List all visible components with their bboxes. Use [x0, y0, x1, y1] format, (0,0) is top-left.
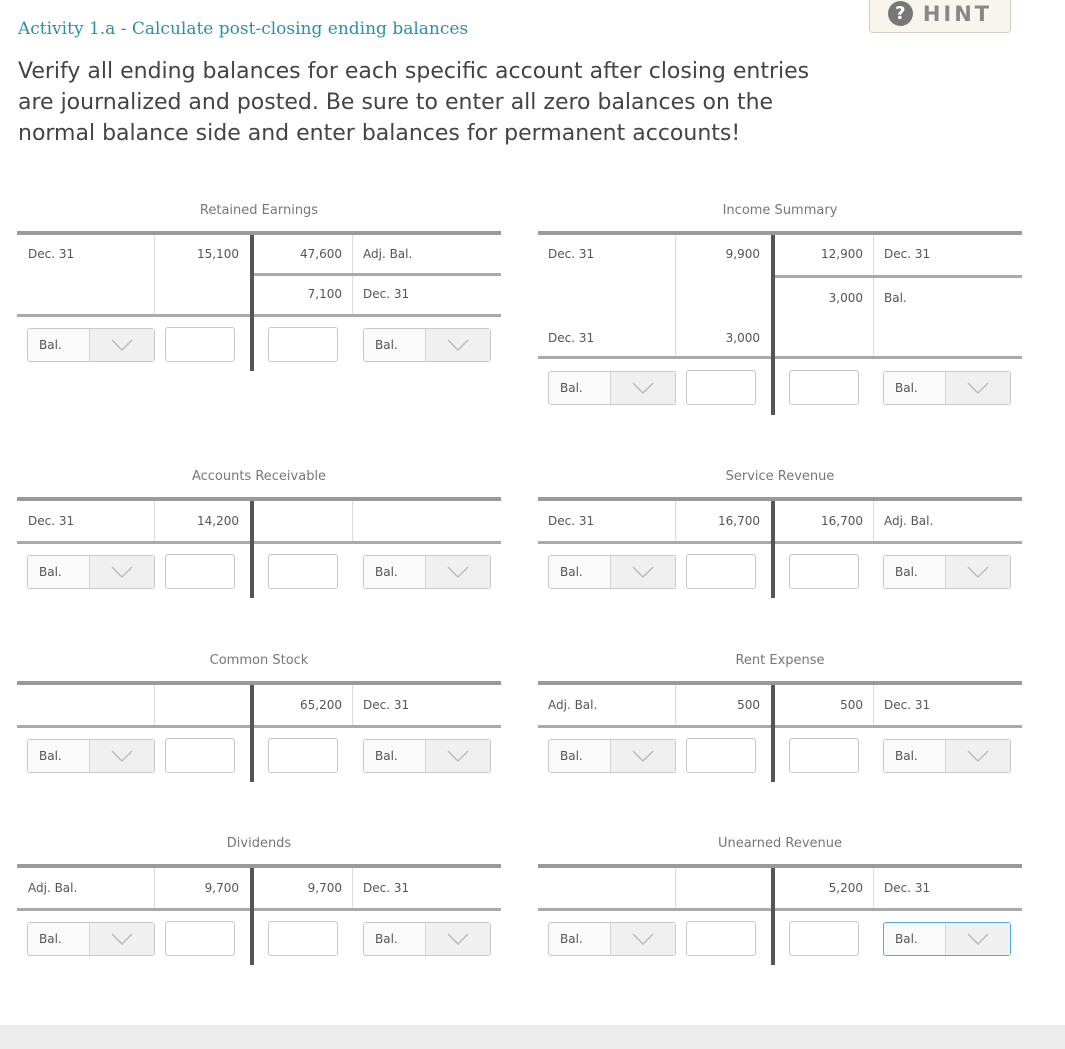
balance-select-label: Bal. [560, 749, 583, 763]
column-divider [352, 685, 353, 725]
t-account-vertical-line [771, 685, 775, 782]
t-account-title: Retained Earnings [199, 203, 319, 218]
credit-balance-select[interactable] [363, 739, 491, 773]
t-account-vertical-line [250, 501, 254, 598]
column-divider [352, 501, 353, 541]
credit-label: Dec. 31 [363, 287, 410, 301]
credit-balance-select[interactable] [883, 922, 1011, 956]
chevron-down-icon [425, 329, 490, 361]
debit-label: Adj. Bal. [28, 881, 78, 895]
debit-balance-select[interactable] [27, 555, 155, 589]
t-account-vertical-line [771, 868, 775, 965]
debit-amount: 3,000 [725, 331, 760, 345]
credit-balance-input[interactable] [268, 327, 338, 362]
debit-label: Dec. 31 [28, 514, 75, 528]
debit-balance-input[interactable] [165, 921, 235, 956]
column-divider [873, 501, 874, 541]
credit-amount: 47,600 [300, 247, 342, 261]
row-divider [252, 273, 501, 276]
balance-select-label: Bal. [895, 381, 918, 395]
balance-divider [538, 908, 1022, 911]
balance-select-label: Bal. [560, 381, 583, 395]
balance-divider [17, 541, 501, 544]
debit-label: Dec. 31 [28, 247, 75, 261]
t-account-service-revenue [538, 469, 1022, 601]
balance-select-label: Bal. [375, 565, 398, 579]
credit-amount: 16,700 [821, 514, 863, 528]
balance-divider [17, 725, 501, 728]
t-account-vertical-line [250, 235, 254, 371]
t-account-retained-earnings [17, 203, 501, 373]
debit-balance-select[interactable] [27, 739, 155, 773]
footer-bar [0, 1025, 1065, 1049]
balance-select-label: Bal. [560, 932, 583, 946]
t-account-title: Dividends [226, 836, 292, 851]
debit-balance-input[interactable] [686, 370, 756, 405]
debit-amount: 9,700 [204, 881, 239, 895]
credit-label: Dec. 31 [884, 247, 931, 261]
balance-select-label: Bal. [895, 749, 918, 763]
balance-select-label: Bal. [895, 565, 918, 579]
t-account-top-line [538, 681, 1022, 685]
credit-amount: 5,200 [828, 881, 863, 895]
credit-label: Dec. 31 [884, 881, 931, 895]
credit-label: Bal. [884, 291, 907, 305]
chevron-down-icon [945, 923, 1010, 955]
credit-amount: 12,900 [821, 247, 863, 261]
balance-select-label: Bal. [39, 565, 62, 579]
column-divider [873, 685, 874, 725]
debit-balance-select[interactable] [548, 922, 676, 956]
credit-balance-input[interactable] [789, 921, 859, 956]
credit-balance-input[interactable] [789, 370, 859, 405]
balance-select-label: Bal. [560, 565, 583, 579]
balance-select-label: Bal. [375, 338, 398, 352]
debit-balance-input[interactable] [686, 921, 756, 956]
chevron-down-icon [610, 923, 675, 955]
credit-balance-input[interactable] [268, 554, 338, 589]
t-account-top-line [538, 864, 1022, 868]
t-account-top-line [17, 497, 501, 501]
t-account-vertical-line [771, 235, 775, 415]
credit-amount: 9,700 [307, 881, 342, 895]
debit-balance-input[interactable] [165, 327, 235, 362]
column-divider [873, 235, 874, 357]
t-account-income-summary [538, 203, 1022, 418]
credit-balance-select[interactable] [883, 371, 1011, 405]
column-divider [873, 868, 874, 908]
chevron-down-icon [89, 556, 154, 588]
t-account-top-line [538, 497, 1022, 501]
hint-label: HINT [922, 1, 993, 26]
t-account-title: Income Summary [722, 203, 838, 218]
column-divider [352, 868, 353, 908]
t-account-title: Rent Expense [735, 653, 825, 668]
balance-divider [538, 725, 1022, 728]
t-account-top-line [17, 864, 501, 868]
chevron-down-icon [610, 556, 675, 588]
debit-balance-select[interactable] [548, 555, 676, 589]
t-account-title: Service Revenue [725, 469, 835, 484]
debit-amount: 500 [737, 698, 760, 712]
credit-label: Dec. 31 [884, 698, 931, 712]
debit-label: Dec. 31 [548, 514, 595, 528]
activity-title: Activity 1.a - Calculate post-closing ending balances [18, 19, 469, 39]
t-account-title: Accounts Receivable [191, 469, 327, 484]
debit-balance-input[interactable] [686, 738, 756, 773]
debit-label: Adj. Bal. [548, 698, 598, 712]
debit-balance-input[interactable] [165, 554, 235, 589]
credit-amount: 500 [840, 698, 863, 712]
credit-balance-select[interactable] [363, 328, 491, 362]
debit-balance-select[interactable] [27, 328, 155, 362]
debit-balance-select[interactable] [548, 739, 676, 773]
credit-balance-input[interactable] [268, 738, 338, 773]
debit-amount: 14,200 [197, 514, 239, 528]
chevron-down-icon [610, 372, 675, 404]
column-divider [675, 868, 676, 908]
t-account-top-line [17, 681, 501, 685]
credit-balance-input[interactable] [789, 738, 859, 773]
row-divider [773, 275, 1022, 278]
column-divider [154, 868, 155, 908]
column-divider [154, 685, 155, 725]
chevron-down-icon [425, 740, 490, 772]
credit-balance-input[interactable] [268, 921, 338, 956]
chevron-down-icon [610, 740, 675, 772]
t-account-vertical-line [250, 868, 254, 965]
balance-divider [538, 541, 1022, 544]
t-account-unearned-revenue [538, 836, 1022, 968]
t-account-accounts-receivable [17, 469, 501, 601]
chevron-down-icon [425, 923, 490, 955]
credit-amount: 65,200 [300, 698, 342, 712]
balance-select-label: Bal. [39, 338, 62, 352]
balance-divider [538, 356, 1022, 359]
debit-amount: 9,900 [725, 247, 760, 261]
t-account-top-line [538, 231, 1022, 235]
debit-amount: 16,700 [718, 514, 760, 528]
hint-button[interactable] [869, 0, 1011, 33]
chevron-down-icon [945, 372, 1010, 404]
credit-label: Adj. Bal. [363, 247, 413, 261]
credit-label: Dec. 31 [363, 698, 410, 712]
balance-select-label: Bal. [375, 932, 398, 946]
chevron-down-icon [945, 556, 1010, 588]
column-divider [675, 685, 676, 725]
debit-amount: 15,100 [197, 247, 239, 261]
debit-balance-input[interactable] [686, 554, 756, 589]
balance-select-label: Bal. [375, 749, 398, 763]
balance-select-label: Bal. [895, 932, 918, 946]
instructions-text: Verify all ending balances for each specific account after closing entries are journalized and posted. Be sure to enter all zero balances on the normal balance side and enter balances for permanent accounts! [18, 59, 810, 146]
t-account-dividends [17, 836, 501, 968]
balance-select-label: Bal. [39, 932, 62, 946]
chevron-down-icon [89, 923, 154, 955]
debit-balance-input[interactable] [165, 738, 235, 773]
debit-balance-select[interactable] [27, 922, 155, 956]
t-account-common-stock [17, 653, 501, 785]
balance-divider [17, 908, 501, 911]
column-divider [154, 501, 155, 541]
credit-amount: 7,100 [307, 287, 342, 301]
credit-balance-select[interactable] [883, 739, 1011, 773]
chevron-down-icon [945, 740, 1010, 772]
t-account-title: Common Stock [209, 653, 309, 668]
t-account-title: Unearned Revenue [717, 836, 843, 851]
credit-label: Dec. 31 [363, 881, 410, 895]
credit-balance-input[interactable] [789, 554, 859, 589]
t-account-vertical-line [771, 501, 775, 598]
credit-balance-select[interactable] [883, 555, 1011, 589]
debit-label: Dec. 31 [548, 247, 595, 261]
credit-amount: 3,000 [828, 291, 863, 305]
chevron-down-icon [89, 329, 154, 361]
balance-select-label: Bal. [39, 749, 62, 763]
t-account-rent-expense [538, 653, 1022, 785]
chevron-down-icon [89, 740, 154, 772]
column-divider [675, 501, 676, 541]
credit-label: Adj. Bal. [884, 514, 934, 528]
question-icon: ? [888, 1, 913, 26]
column-divider [154, 235, 155, 315]
chevron-down-icon [425, 556, 490, 588]
debit-balance-select[interactable] [548, 371, 676, 405]
balance-divider [17, 314, 501, 317]
credit-balance-select[interactable] [363, 555, 491, 589]
credit-balance-select[interactable] [363, 922, 491, 956]
column-divider [675, 235, 676, 357]
t-account-vertical-line [250, 685, 254, 782]
t-account-top-line [17, 231, 501, 235]
debit-label: Dec. 31 [548, 331, 595, 345]
